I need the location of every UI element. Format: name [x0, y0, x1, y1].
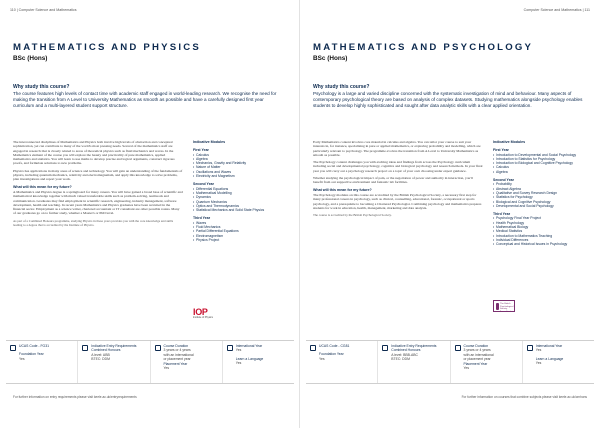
- year-heading: Second Year: [493, 178, 514, 183]
- course-title: MATHEMATICS AND PSYCHOLOGY: [313, 42, 534, 53]
- module-item: • Medical Statistics: [493, 229, 588, 233]
- module-item: • Abstract Algebra: [493, 187, 588, 191]
- bps-accreditation-logo: [493, 300, 515, 312]
- right-page: [300, 0, 600, 428]
- duration-label: Course Duration: [163, 344, 189, 348]
- module-item: • Introduction to Biological and Cognitive Psychology: [493, 161, 588, 165]
- course-description: [313, 140, 483, 220]
- why-text: Psychology is a large and varied discipline concerned with the systematic investigation of mind and behaviour. Many aspects of contemporary psychological theory are based on analysis of complex datasets. Studying mathematics alongside psychology enables students to develop highly sophisticated and sought after data analytic skills with a clear applied orientation.: [313, 91, 583, 108]
- duration-value: or placement year: [163, 357, 191, 362]
- modules-heading: Indicative Modules: [193, 140, 226, 144]
- course-title: MATHEMATICS AND PHYSICS: [13, 42, 201, 53]
- globe-icon: [227, 345, 233, 351]
- international-cell: [523, 341, 594, 383]
- module-item: • Qualitative and Survey Research Design: [493, 191, 588, 195]
- why-heading: Why study this course?: [313, 84, 370, 90]
- module-item: • Mechanics, Gravity and Relativity: [193, 161, 288, 165]
- module-item: • Conceptual and Historical Issues in Psychology: [493, 242, 588, 246]
- module-item: • Calculus: [493, 165, 588, 169]
- module-item: • Introduction to Mathematics Teaching: [493, 234, 588, 238]
- module-item: • Individual Differences: [493, 238, 588, 242]
- duration-value: 3 years or 4 years: [463, 348, 491, 353]
- module-item: • Oscillations and Waves: [193, 170, 288, 174]
- module-item: • Introduction to Statistics for Psychology: [493, 157, 588, 161]
- footer-note: For further information on entry requirements please visit keele.ac.uk/entryrequirements: [13, 395, 137, 399]
- indicative-modules: [193, 140, 288, 242]
- why-heading: Why study this course?: [13, 84, 70, 90]
- module-item: • Calculus: [193, 153, 288, 157]
- why-text: The course features high levels of contact time with academic staff engaged in world-leading research. We recognise the need for making the transition from A Level to University Mathematics as smooth as possible and have a carefully designed first year curriculum and a multi-layered student support structure.: [13, 91, 277, 108]
- module-item: • Algebra: [493, 170, 588, 174]
- ucas-code: UCAS Code - FG31: [19, 344, 49, 348]
- duration-cell: [451, 341, 523, 383]
- foundation-label: Foundation Year: [19, 352, 44, 357]
- module-item: • Waves: [193, 221, 288, 225]
- placement-value: Yes: [163, 366, 170, 371]
- body-paragraph: The interconnected disciplines of Mathematics and Physics both involve high levels of abstraction and conceptual sophistication, yet can contribute to many of the world's most pressing needs. Several of the mathematics staff are engaged in research that is closely related to areas of theoretical physics such as fluid mechanics and waves. In the Mathematics element of the course you will explore the beauty and practicality of pure mathematics, applied mathematics and statistics. You will learn to use maths to develop precise and logical arguments, construct rigorous proofs, and formulate solutions to new problems.: [13, 140, 175, 166]
- entry-combined: Combined Honours: [391, 348, 421, 353]
- foundation-label: Foundation Year: [319, 352, 344, 357]
- body-paragraph: Early Mathematics content involves core material in calculus and algebra. You can tailor your course to suit your interests in, for instance, specialising in pure or applied mathematics, or exploring probability and modelling, which are particularly relevant to psychology. The programme evolves the transition from A Level to University Mathematics as smooth as possible.: [313, 140, 481, 157]
- module-item: • Physics Project: [193, 238, 288, 242]
- clock-icon: [455, 345, 461, 351]
- ucas-cell: [6, 341, 78, 383]
- entry-label: Indicative Entry Requirements: [91, 344, 137, 348]
- language-value: Yes: [235, 361, 242, 366]
- body-paragraph: Physics has applications in many areas of science and technology. You will gain an understanding of the fundamentals of physics, including quantum mechanics, relativity and electromagnetism, and apply this knowledge to solve problems, plan investigations and report your work.: [13, 168, 183, 182]
- module-item: • Mathematical Biology: [493, 225, 588, 229]
- footer-note: For further information on courses that combine subjects please visit keele.ac.uk/cmhons: [461, 395, 587, 399]
- duration-value: 3 years or 4 years: [163, 348, 191, 353]
- entry-combined: Combined Honours: [91, 348, 121, 353]
- ucas-code: UCAS Code - CG81: [319, 344, 350, 348]
- entry-requirements-icon: [82, 345, 88, 351]
- entry-cell: [78, 341, 150, 383]
- ucas-icon: [10, 345, 16, 351]
- degree-type: BSc (Hons): [313, 55, 348, 62]
- degree-type: BSc (Hons): [13, 55, 48, 62]
- module-item: • Nature of Matter: [193, 165, 288, 169]
- foundation-value: Yes: [19, 356, 25, 361]
- running-head: 110 | Computer Science and Mathematics: [10, 8, 77, 12]
- year-heading: First Year: [493, 148, 509, 153]
- module-item: • Mathematical Modelling: [193, 191, 288, 195]
- year-heading: Third Year: [193, 216, 211, 221]
- module-item: • Statistics for Psychology: [493, 195, 588, 199]
- entry-alevel: A level: ABB: [91, 352, 110, 357]
- entry-cell: [378, 341, 450, 383]
- duration-cell: [151, 341, 223, 383]
- year-heading: Third Year: [493, 212, 511, 217]
- international-label: International Year: [235, 344, 263, 348]
- iop-logo: IOP: [193, 307, 208, 317]
- ucas-cell: [306, 341, 378, 383]
- duration-value: or placement year: [463, 357, 491, 362]
- course-description: [13, 140, 183, 230]
- year-heading: Second Year: [193, 182, 214, 187]
- duration-label: Course Duration: [463, 344, 489, 348]
- module-item: • Biological and Cognitive Psychology: [493, 200, 588, 204]
- international-value: Yes: [535, 348, 542, 353]
- ucas-icon: [310, 345, 316, 351]
- foundation-value: Yes: [319, 356, 325, 361]
- accreditation-note: As part of a Combined Honours programme, studying Physics in these years provides you with the core knowledge and skills leading to a degree that is accredited by the Institute of Physics.: [13, 218, 174, 228]
- body-paragraph: The Psychology content challenges you with exciting ideas and findings from across the Psychology curriculum including social and developmental psychology, cognitive and biological psychology and research methods. In your final year you will carry out a psychology research project on a topic of your own choosing under expert guidance.: [313, 160, 483, 173]
- future-heading: What will this mean for my future?: [313, 187, 372, 192]
- modules-heading: Indicative Modules: [493, 140, 526, 144]
- module-item: • Psychology Final Year Project: [493, 216, 588, 220]
- placement-label: Placement Year: [163, 361, 188, 366]
- module-item: • Electromagnetism: [193, 234, 288, 238]
- running-head: Computer Science and Mathematics | 111: [523, 8, 590, 12]
- international-label: International Year: [535, 344, 563, 348]
- course-info-bar: [306, 340, 594, 384]
- module-item: • Health Psychology: [493, 221, 588, 225]
- module-item: • Fluid Mechanics: [193, 225, 288, 229]
- placement-label: Placement Year: [463, 361, 488, 366]
- duration-value: with an international: [163, 352, 194, 357]
- accreditation-note: The course is accredited by the British Psychological Society.: [313, 213, 392, 218]
- module-item: • Quantum Mechanics: [193, 200, 288, 204]
- entry-btec: BTEC: DDM: [391, 357, 410, 362]
- language-label: Learn a Language: [235, 356, 264, 361]
- duration-value: with an international: [463, 352, 494, 357]
- international-value: Yes: [235, 348, 242, 353]
- module-item: • Introduction to Developmental and Social Psychology: [493, 153, 588, 157]
- placement-value: Yes: [463, 366, 470, 371]
- bps-logo-caption: The British Psychological Society Accredited: [500, 303, 514, 313]
- future-heading: What will this mean for my future?: [13, 184, 72, 189]
- globe-icon: [527, 345, 533, 351]
- year-heading: First Year: [193, 148, 209, 153]
- module-item: • Statistical Mechanics and Solid State Physics: [193, 208, 288, 212]
- body-paragraph: Whether studying the psychological impact of pain, or the negotiation of power and authority in interaction, you'll benefit from our supportive environment and fantastic lab facilities.: [313, 176, 473, 185]
- indicative-modules: [493, 140, 588, 247]
- future-text: A Mathematics and Physics degree is a springboard for many careers. You will have gained a broad base of scientific and mathematical knowledge together with much valued transferable skills such as problem-solving, teamwork and communication. Graduates may find employment in scientific research, engineering, industry management, software development, health and teaching. In recent years Mathematics and Physics graduates have been recruited in the financial sector. Employment as a science writer, chartered accountant or IT consultant are other possible routes. Many of our graduates go on to further study, whether a Master's or PhD level.: [13, 189, 183, 216]
- module-item: • Partial Differential Equations: [193, 229, 288, 233]
- module-item: • Optics and Thermodynamics: [193, 204, 288, 208]
- entry-btec: BTEC: DDM: [91, 357, 110, 362]
- module-item: • Developmental and Social Psychology: [493, 204, 588, 208]
- international-cell: [223, 341, 294, 383]
- entry-requirements-icon: [382, 345, 388, 351]
- module-item: • Differential Equations: [193, 187, 288, 191]
- language-label: Learn a Language: [535, 356, 564, 361]
- module-item: • Electricity and Magnetism: [193, 174, 288, 178]
- entry-alevel: A level: BBB-ABC: [391, 352, 419, 357]
- bps-mark-icon: [496, 303, 499, 310]
- module-item: • Probability: [493, 182, 588, 186]
- entry-label: Indicative Entry Requirements: [391, 344, 437, 348]
- iop-logo-caption: Institute of Physics: [193, 316, 213, 319]
- future-text: The Psychology modules on this course are accredited by the British Psychological Society, a necessary first step for many professional careers in psychology, such as clinical, counselling, educational, forensic, occupational or sports psychology, and a prerequisite to becoming a Chartered Psychologist. Combining psychology and mathematics prepares students for work in education, health, management, marketing and data analysis.: [313, 192, 482, 210]
- language-value: Yes: [535, 361, 542, 366]
- clock-icon: [155, 345, 161, 351]
- course-info-bar: [6, 340, 294, 384]
- module-item: • Dynamics: [193, 195, 288, 199]
- module-item: • Algebra: [193, 157, 288, 161]
